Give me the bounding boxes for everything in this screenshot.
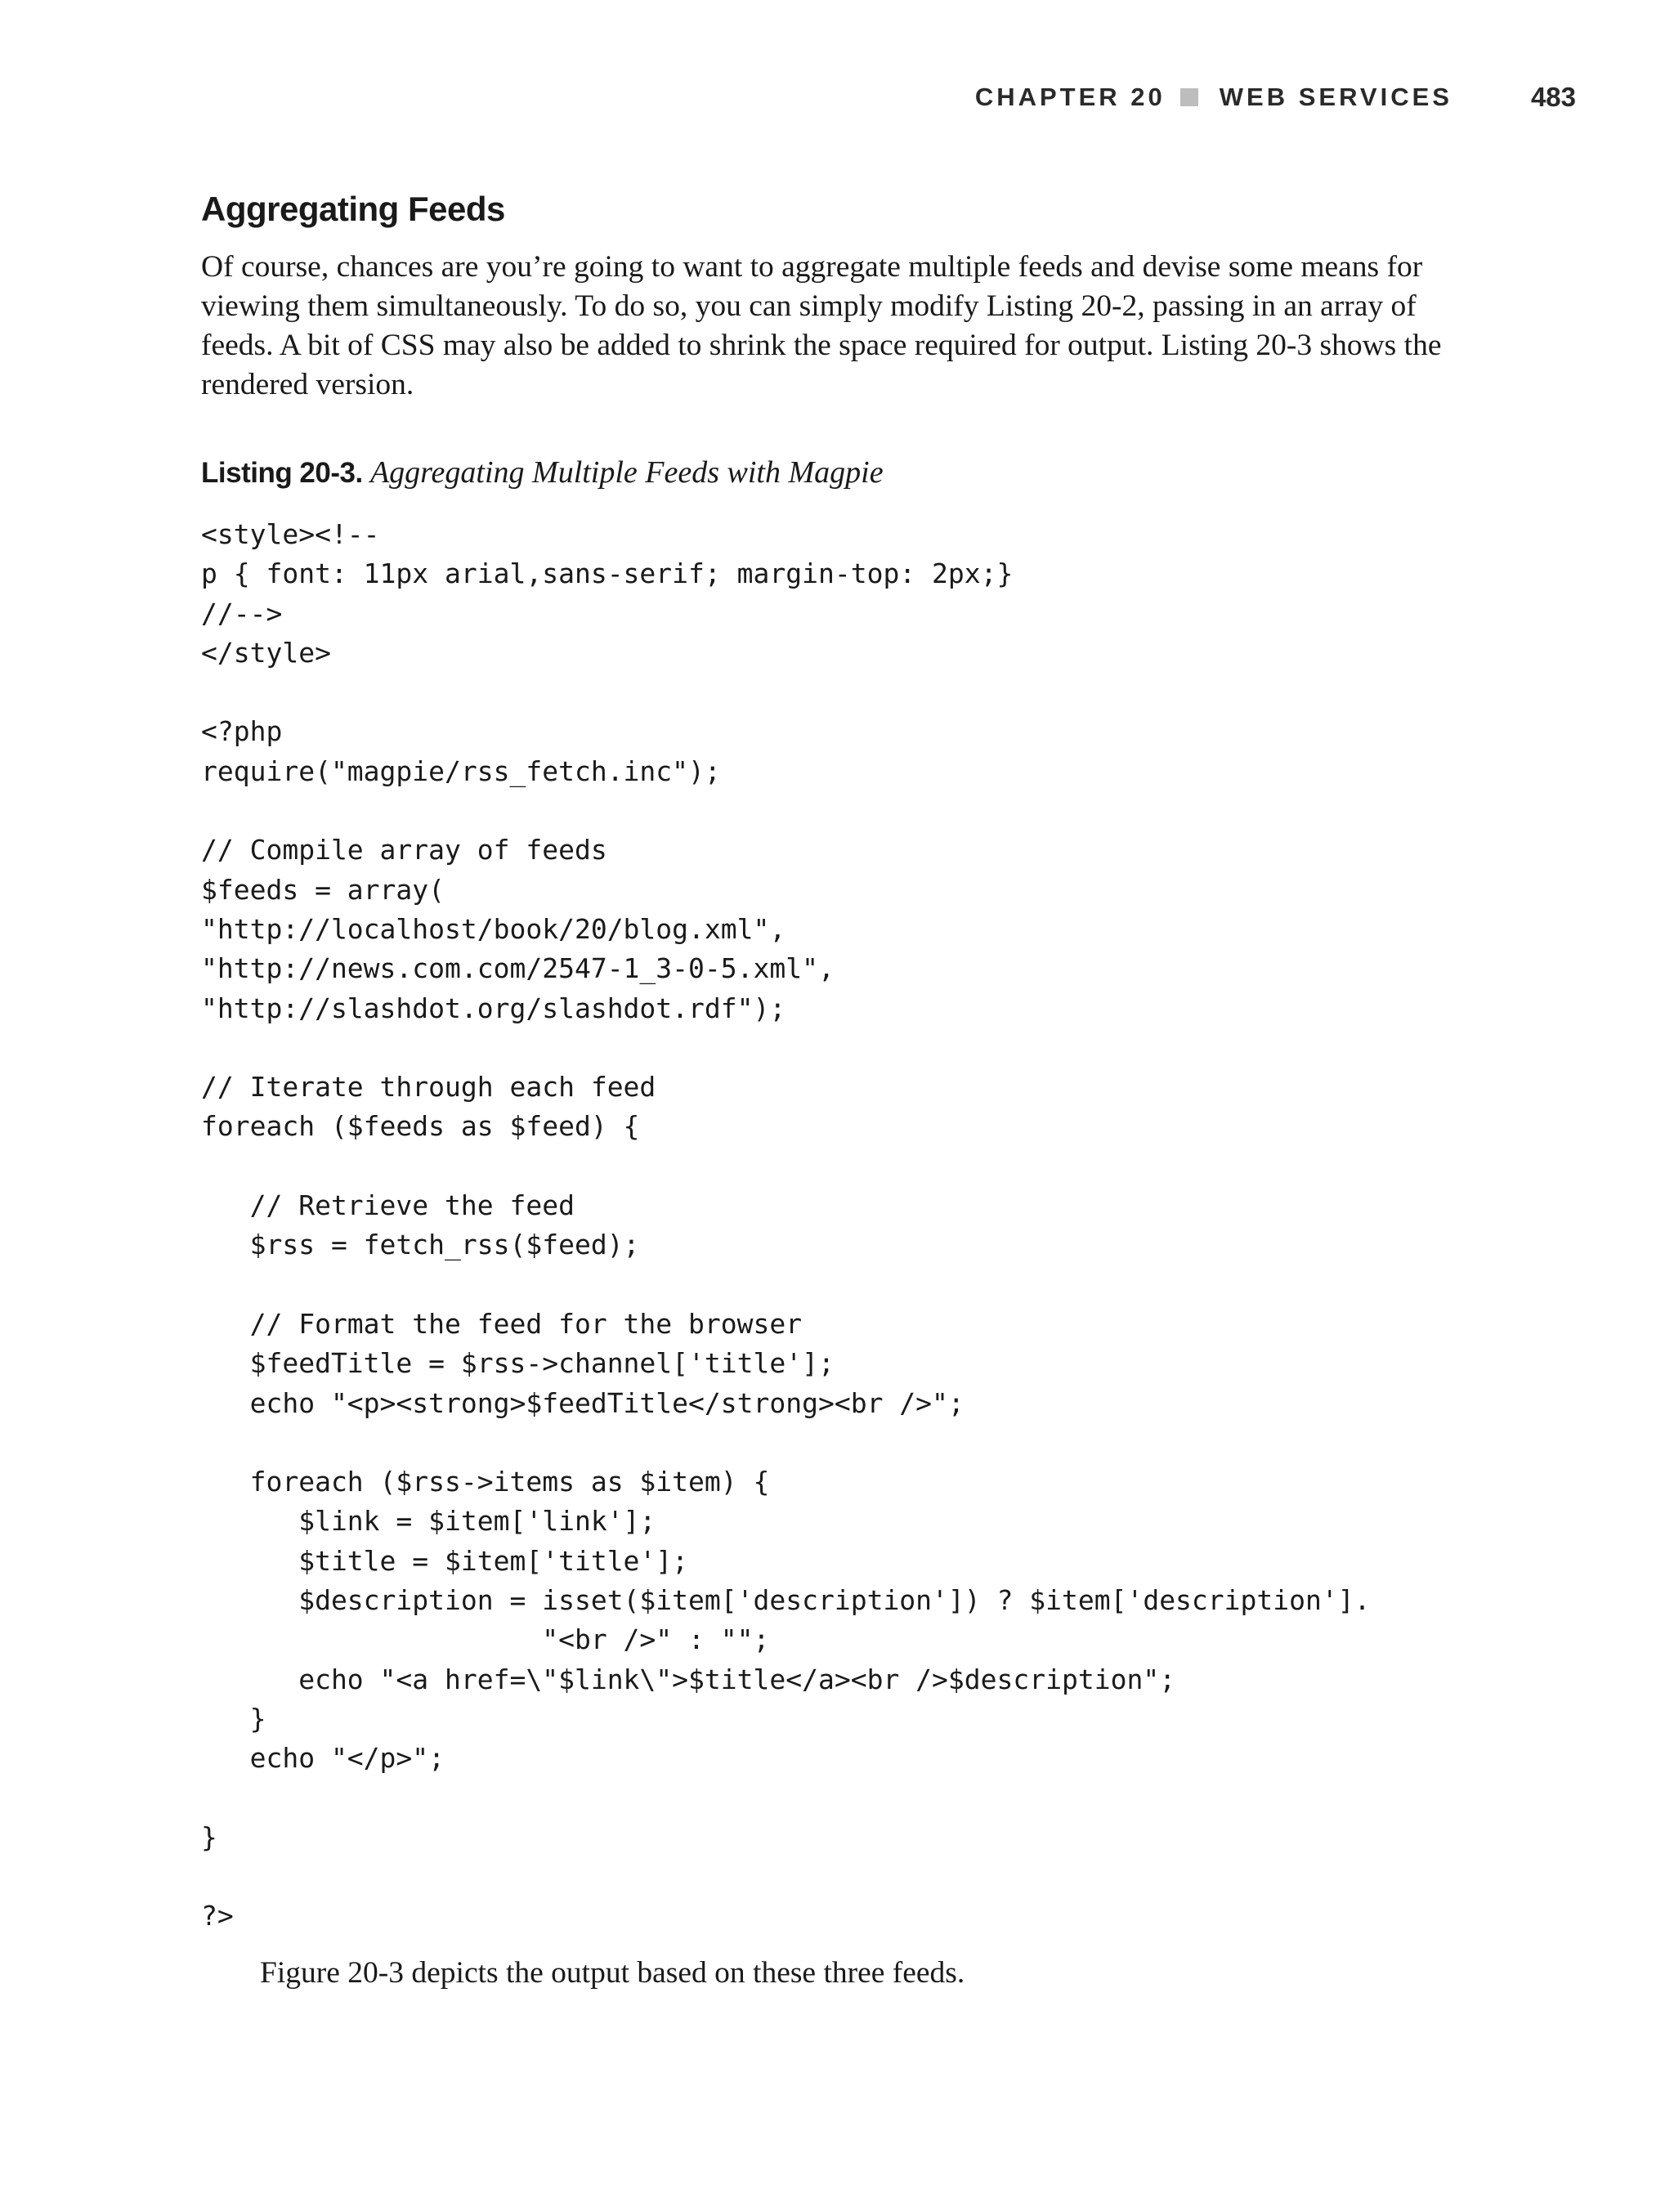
code-line: echo "<a href=\"$link\">$title</a><br />$description";: [201, 1663, 1176, 1695]
code-line: }: [201, 1702, 266, 1735]
code-line: "http://news.com.com/2547-1_3-0-5.xml",: [201, 952, 835, 985]
listing-title: Aggregating Multiple Feeds with Magpie: [369, 455, 884, 490]
code-line: [201, 673, 1370, 712]
listing-caption: [201, 454, 884, 490]
header-separator-square: [1180, 88, 1198, 106]
code-line: // Compile array of feeds: [201, 834, 607, 866]
code-line: [201, 1147, 1370, 1186]
code-line: foreach ($rss->items as $item) {: [201, 1466, 770, 1498]
code-line: $rss = fetch_rss($feed);: [201, 1229, 640, 1261]
code-line: "http://localhost/book/20/blog.xml",: [201, 912, 786, 945]
chapter-label: CHAPTER 20: [974, 83, 1166, 111]
code-line: $link = $item['link'];: [201, 1505, 656, 1538]
code-line: <style><!--: [201, 518, 380, 550]
code-line: foreach ($feeds as $feed) {: [201, 1110, 640, 1143]
code-line: [201, 1028, 1370, 1068]
page-number: 483: [1530, 82, 1576, 112]
code-line: [201, 1423, 1370, 1462]
code-line: <?php: [201, 715, 283, 748]
code-line: $feedTitle = $rss->channel['title'];: [201, 1347, 835, 1380]
listing-label: Listing 20-3.: [201, 457, 363, 489]
section-label: WEB SERVICES: [1219, 83, 1452, 111]
code-line: "<br />" : "";: [201, 1623, 770, 1656]
code-line: ?>: [201, 1900, 234, 1932]
code-listing: [201, 515, 1370, 1937]
code-line: require("magpie/rss_fetch.inc");: [201, 754, 721, 787]
body-paragraph: Of course, chances are you’re going to want to aggregate multiple feeds and devise some means for viewing them simultaneously. To do so, you can simply modify Listing 20-2, passing in an array of feeds. A bit of CSS may also be added to shrink the space required for output. Listing 20-3 shows the rendered version.: [201, 250, 1442, 401]
code-line: $title = $item['title'];: [201, 1544, 689, 1577]
code-line: // Format the feed for the browser: [201, 1307, 803, 1340]
code-line: echo "</p>";: [201, 1742, 445, 1775]
code-line: $description = isset($item['description']) ? $item['description'].: [201, 1584, 1371, 1617]
section-heading: Aggregating Feeds: [201, 190, 505, 228]
code-line: "http://slashdot.org/slashdot.rdf");: [201, 992, 786, 1024]
code-line: [201, 1779, 1370, 1818]
code-line: }: [201, 1820, 217, 1853]
running-header: [975, 82, 1576, 113]
code-line: p { font: 11px arial,sans-serif; margin-top: 2px;}: [201, 557, 1014, 590]
code-line: [201, 791, 1370, 831]
code-line: [201, 1857, 1370, 1896]
code-line: $feeds = array(: [201, 873, 445, 906]
code-line: echo "<p><strong>$feedTitle</strong><br />";: [201, 1386, 965, 1419]
code-line: // Retrieve the feed: [201, 1189, 575, 1222]
code-line: //-->: [201, 597, 283, 629]
code-line: </style>: [201, 636, 331, 669]
code-line: [201, 1265, 1370, 1305]
closing-paragraph: Figure 20-3 depicts the output based on these three feeds.: [260, 1956, 965, 1990]
code-line: // Iterate through each feed: [201, 1071, 656, 1104]
